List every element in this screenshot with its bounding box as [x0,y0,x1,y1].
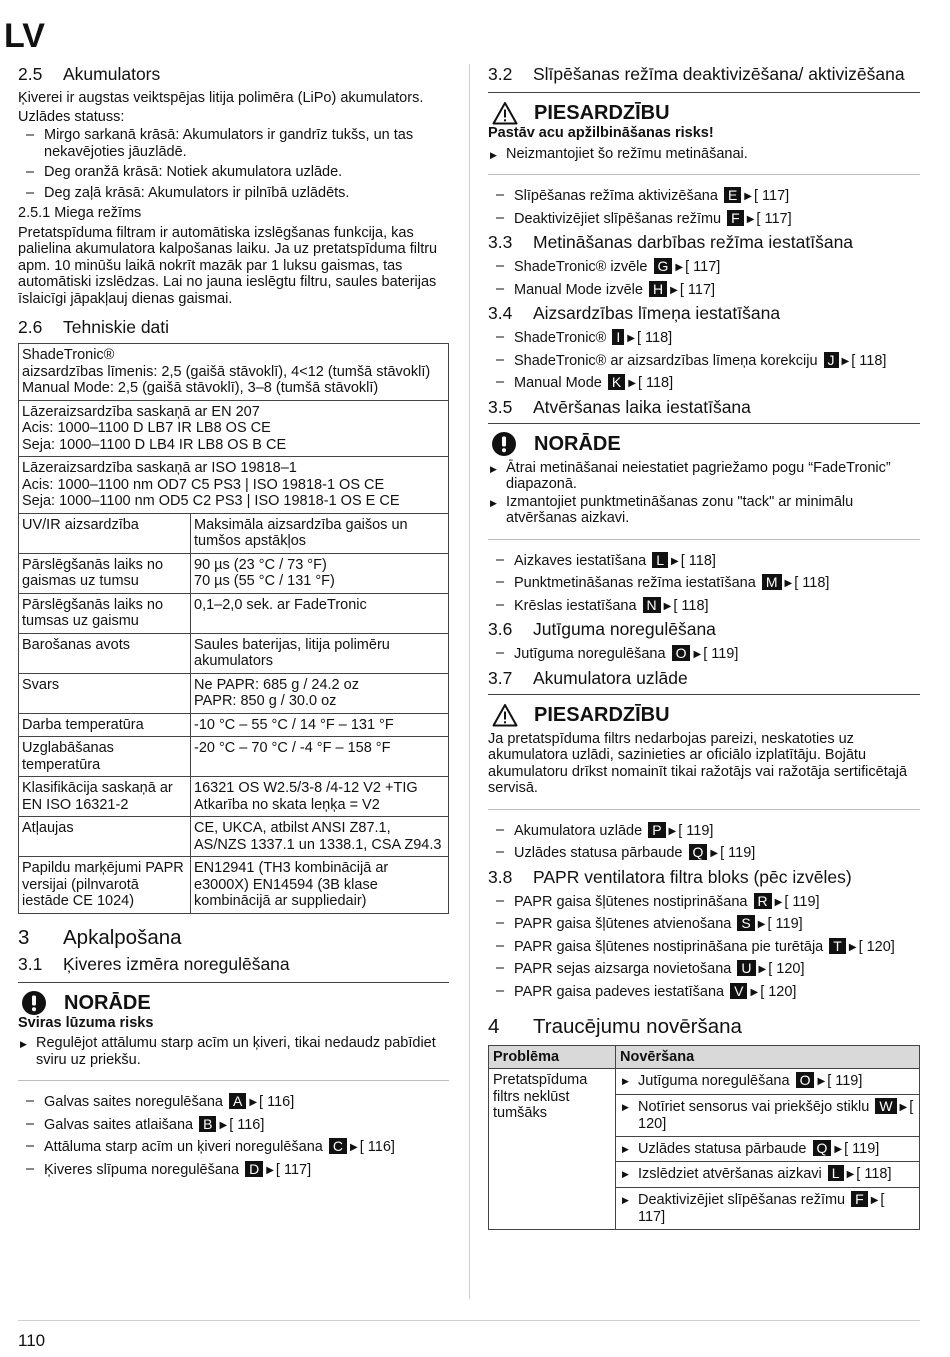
page-ref-arrow-icon: ▶ [671,555,679,567]
table-row: Darba temperatūra -10 °C – 55 °C / 14 °F – 131 °F [19,713,449,737]
caution-block [488,92,920,175]
list-item: – PAPR sejas aizsarga novietošana U ▶ [ 120] [488,960,920,979]
figure-ref-badge: Q [689,844,708,860]
caution-title: PIESARDZĪBU [534,102,670,124]
troubleshooting-table [488,1045,920,1230]
page-ref-arrow-icon: ▶ [710,848,719,859]
footer-divider [18,1320,920,1321]
figure-ref-badge: P [648,822,665,838]
solution-item: ▶ Izslēdziet atvēršanas aizkavi L ▶ [ 118] [620,1165,915,1184]
page-ref-arrow-icon: ▶ [249,1097,258,1108]
figure-ref-badge: S [737,915,754,931]
list-item: – PAPR gaisa šļūtenes atvienošana S ▶ [ 119] [488,915,920,934]
divider [488,809,920,810]
paragraph: Ķiverei ir augstas veiktspējas litija polimēra (LiPo) akumulators. [18,90,424,106]
dash-list [18,127,449,201]
dash-list [18,1093,449,1179]
chapter-heading: 3 Apkalpošana [18,925,182,949]
column-header: Problēma [489,1046,616,1069]
caution-subtitle: Pastāv acu apžilbināšanas risks! [488,125,714,141]
dash-list [488,329,920,393]
figure-ref-badge: F [851,1191,868,1207]
list-item: – Deg oranžā krāsā: Notiek akumulatora uzlāde. [18,164,449,181]
figure-ref-badge: M [762,574,782,590]
list-item: – Punktmetināšanas režīma iestatīšana M ▶ [ 118] [488,574,920,593]
table-row: Pārslēgšanās laiks no tumsas uz gaismu 0,1–2,0 sek. ar FadeTronic [19,593,449,633]
figure-ref-badge: R [754,893,772,909]
figure-ref-badge: U [737,960,755,976]
list-item: – Ķiveres slīpuma noregulēšana D ▶ [ 117] [18,1161,449,1180]
list-item: – ShadeTronic® I ▶ [ 118] [488,329,920,348]
page-ref-arrow-icon: ▶ [219,1119,228,1131]
table-row: Pārslēgšanās laiks no gaismas uz tumsu 90 µs (23 °C / 73 °F) 70 µs (55 °C / 131 °F) [19,553,449,593]
list-item: ▶ Ātrai metināšanai neiestatiet pagriežamo pogu “FadeTronic” diapazonā. [488,460,920,493]
caution-title: PIESARDZĪBU [534,703,670,726]
solution-item: ▶ Uzlādes statusa pārbaude Q ▶ [ 119] [620,1140,915,1159]
notice-subtitle: Sviras lūzuma risks [18,1014,154,1031]
page-ref-arrow-icon: ▶ [668,825,677,837]
page-ref-arrow-icon: ▶ [670,284,678,296]
figure-ref-badge: O [796,1072,815,1088]
dash-list [488,258,920,299]
language-label: LV [4,17,45,55]
table-row: Svars Ne PAPR: 685 g / 24.2 oz PAPR: 850 g / 30.0 oz [19,673,449,713]
dash-list [488,645,920,664]
list-item: ▶ Izmantojiet punktmetināšanas zonu "tack" ar minimālu atvēršanas aizkavi. [488,494,920,527]
list-item: – Slīpēšanas režīma aktivizēšana E ▶ [ 117] [488,187,920,206]
list-item: – PAPR gaisa šļūtenes nostiprināšana pie turētāja T ▶ [ 120] [488,938,920,957]
figure-ref-badge: L [828,1165,844,1181]
page-ref-arrow-icon: ▶ [834,1143,843,1155]
figure-ref-badge: K [608,374,625,390]
column-divider [469,64,470,1299]
section-heading: 3.5 Atvēršanas laika iestatīšana [488,396,751,417]
figure-ref-badge: T [829,938,846,954]
page-ref-arrow-icon: ▶ [817,1076,826,1087]
section-heading: 3.1 Ķiveres izmēra noregulēšana [18,953,290,974]
figure-ref-badge: G [654,258,673,274]
page-ref-arrow-icon: ▶ [663,600,672,612]
list-item: – PAPR gaisa šļūtenes nostiprināšana R ▶ [ 119] [488,893,920,912]
exclamation-icon [18,991,64,1015]
section-heading: 2.5 Akumulators [18,64,161,84]
list-item: – Akumulatora uzlāde P ▶ [ 119] [488,822,920,841]
page-ref-arrow-icon: ▶ [750,986,759,998]
page-ref-arrow-icon: ▶ [784,578,793,589]
section-heading: 3.2 Slīpēšanas režīma deaktivizēšana/ aktivizēšana [488,64,905,84]
table-row: Atļaujas CE, UKCA, atbilst ANSI Z87.1, AS/NZS 1337.1 un 1338.1, CSA Z94.3 [19,817,449,857]
table-row [489,1069,920,1095]
page-ref-arrow-icon: ▶ [350,1142,358,1153]
section-heading: 3.6 Jutīguma noregulēšana [488,619,716,639]
figure-ref-badge: W [875,1098,896,1114]
table-row: Lāzeraizsardzība saskaņā ar ISO 19818–1 Acis: 1000–1100 nm OD7 C5 PS3 | ISO 19818-1 OS CE Seja: 1000–1100 nm OD5 C2 PS3 | ISO 19818-1 OS E CE [19,457,449,514]
list-item: – Galvas saites noregulēšana A ▶ [ 116] [18,1093,449,1112]
figure-ref-badge: C [329,1138,347,1154]
table-row: Papildu marķējumi PAPR versijai (pilnvarotā iestāde CE 1024) EN12941 (TH3 kombinācijā ar e3000X) EN14594 (3B klase kombinācijā ar suppliedair) [19,857,449,914]
list-item: – Uzlādes statusa pārbaude Q ▶ [ 119] [488,844,920,863]
warning-triangle-icon [488,101,534,125]
page-ref-arrow-icon: ▶ [848,941,857,953]
list-item: – Manual Mode izvēle H ▶ [ 117] [488,281,920,300]
list-item: – Deg zaļā krāsā: Akumulators ir pilnībā uzlādēts. [18,185,449,202]
notice-block [18,982,449,1082]
figure-ref-badge: I [612,329,624,345]
list-item: – Deaktivizējiet slīpēšanas režīmu F ▶ [ 117] [488,210,920,229]
table-row: ShadeTronic® aizsardzības līmenis: 2,5 (gaišā stāvoklī), 4<12 (tumšā stāvoklī) Manual Mode: 2,5 (gaišā stāvoklī), 3–8 (tumšā stāvoklī) [19,344,449,401]
table-row: Klasifikācija saskaņā ar EN ISO 16321-2 16321 OS W2.5/3-8 /4-12 V2 +TIG Atkarība no skata leņķa = V2 [19,777,449,817]
dash-list [488,822,920,863]
page-ref-arrow-icon: ▶ [675,262,684,273]
page-ref-arrow-icon: ▶ [757,919,766,930]
list-item: – Galvas saites atlaišana B ▶ [ 116] [18,1116,449,1135]
figure-ref-badge: Q [813,1140,832,1156]
section-heading: 3.3 Metināšanas darbības režīma iestatīšana [488,232,854,252]
caution-block [488,694,920,810]
figure-ref-badge: E [724,187,741,203]
figure-ref-badge: V [730,983,747,999]
page-ref-arrow-icon: ▶ [774,896,783,908]
notice-title: NORĀDE [534,432,621,455]
list-item: – Aizkaves iestatīšana L ▶ [ 118] [488,552,920,571]
solution-item: ▶ Deaktivizējiet slīpēšanas režīmu F ▶ [ 117] [620,1191,915,1226]
figure-ref-badge: J [824,352,839,368]
figure-ref-badge: D [245,1161,263,1177]
subsection-heading: 2.5.1 Miega režīms [18,205,142,221]
table-row: Uzglabāšanas temperatūra -20 °C – 70 °C / -4 °F – 158 °F [19,737,449,777]
column-header: Novēršana [616,1046,920,1069]
dash-list [488,552,920,616]
page-ref-arrow-icon: ▶ [744,191,752,202]
figure-ref-badge: B [199,1116,216,1132]
list-item: – Jutīguma noregulēšana O ▶ [ 119] [488,645,920,664]
list-item: ▶ Neizmantojiet šo režīmu metināšanai. [488,146,920,163]
page-ref-arrow-icon: ▶ [870,1194,879,1206]
divider [18,1080,449,1081]
paragraph: Pretatspīduma filtram ir automātiska izslēgšanas funkcija, kas palielina akumulatora kalpošanas laiku. Ja uz pretatspīduma filtru apm. 10 minūšu laikā nokrīt mazāk par 1 luksu gaismas, tas automātiski izslēdzas. Lai no jauna ieslēgtu filtru, saules baterijas īslaicīgi jāpakļauj dienas gaismai. [18,224,438,307]
right-column [488,64,920,1230]
list-item: – Mirgo sarkanā krāsā: Akumulators ir gandrīz tukšs, un tas nekavējoties jāuzlādē. [18,127,449,160]
figure-ref-badge: N [643,597,661,613]
table-row: UV/IR aizsardzība Maksimāla aizsardzība gaišos un tumšos apstākļos [19,513,449,553]
list-item: – PAPR gaisa padeves iestatīšana V ▶ [ 120] [488,983,920,1002]
table-row: Barošanas avots Saules baterijas, litija polimēru akumulators [19,633,449,673]
figure-ref-badge: F [727,210,744,226]
notice-block [488,423,920,540]
list-item: ▶ Regulējot attālumu starp acīm un ķiveri, tikai nedaudz pabīdiet sviru uz priekšu. [18,1035,449,1068]
solution-item: ▶ Jutīguma noregulēšana O ▶ [ 119] [620,1072,915,1091]
dash-list [488,893,920,1002]
page-ref-arrow-icon: ▶ [846,1169,855,1180]
section-heading: 3.7 Akumulatora uzlāde [488,667,688,688]
page-ref-arrow-icon: ▶ [266,1164,274,1176]
list-item: – ShadeTronic® izvēle G ▶ [ 117] [488,258,920,277]
dash-list [488,187,920,228]
left-column [18,64,449,1183]
divider [488,174,920,175]
section-heading: 2.6 Tehniskie dati [18,317,170,337]
page-ref-arrow-icon: ▶ [628,378,636,389]
page-ref-arrow-icon: ▶ [693,649,702,660]
problem-cell: Pretatspīduma filtrs neklūst tumšāks [489,1069,616,1230]
figure-ref-badge: O [672,645,691,661]
notice-title: NORĀDE [64,991,151,1014]
list-item: – Manual Mode K ▶ [ 118] [488,374,920,393]
figure-ref-badge: A [229,1093,246,1109]
solution-item: ▶ Notīriet sensorus vai priekšējo stiklu W ▶ [ 120] [620,1098,915,1133]
page-number: 110 [18,1331,46,1350]
table-row: Lāzeraizsardzība saskaņā ar EN 207 Acis: 1000–1100 D LB7 IR LB8 OS CE Seja: 1000–1100 D LB4 IR LB8 OS B CE [19,400,449,457]
page-ref-arrow-icon: ▶ [627,333,635,344]
figure-ref-badge: H [649,281,667,297]
list-item: – Krēslas iestatīšana N ▶ [ 118] [488,597,920,616]
exclamation-icon [488,432,534,456]
table-header-row [489,1046,920,1069]
section-heading: 3.4 Aizsardzības līmeņa iestatīšana [488,303,781,323]
paragraph: Uzlādes statuss: [18,108,125,125]
divider [488,539,920,540]
section-heading: 3.8 PAPR ventilatora filtra bloks (pēc izvēles) [488,866,852,887]
caution-body: Ja pretatspīduma filtrs nedarbojas pareizi, neskatoties uz akumulatora uzlādi, sazinieties ar oficiālo izplatītāju. Bojātu akumulatoru drīkst nomainīt tikai ražotājs vai ražotāja sertificētajā servisā. [488,730,908,796]
page-ref-arrow-icon: ▶ [841,355,850,367]
figure-ref-badge: L [652,552,668,568]
spec-table [18,343,449,914]
page-ref-arrow-icon: ▶ [758,964,767,975]
page-ref-arrow-icon: ▶ [899,1101,908,1113]
warning-triangle-icon [488,703,534,727]
list-item: – Attāluma starp acīm un ķiveri noregulēšana C ▶ [ 116] [18,1138,449,1157]
page-ref-arrow-icon: ▶ [746,213,755,225]
list-item: – ShadeTronic® ar aizsardzības līmeņa korekciju J ▶ [ 118] [488,352,920,371]
chapter-heading: 4 Traucējumu novēršana [488,1015,742,1038]
